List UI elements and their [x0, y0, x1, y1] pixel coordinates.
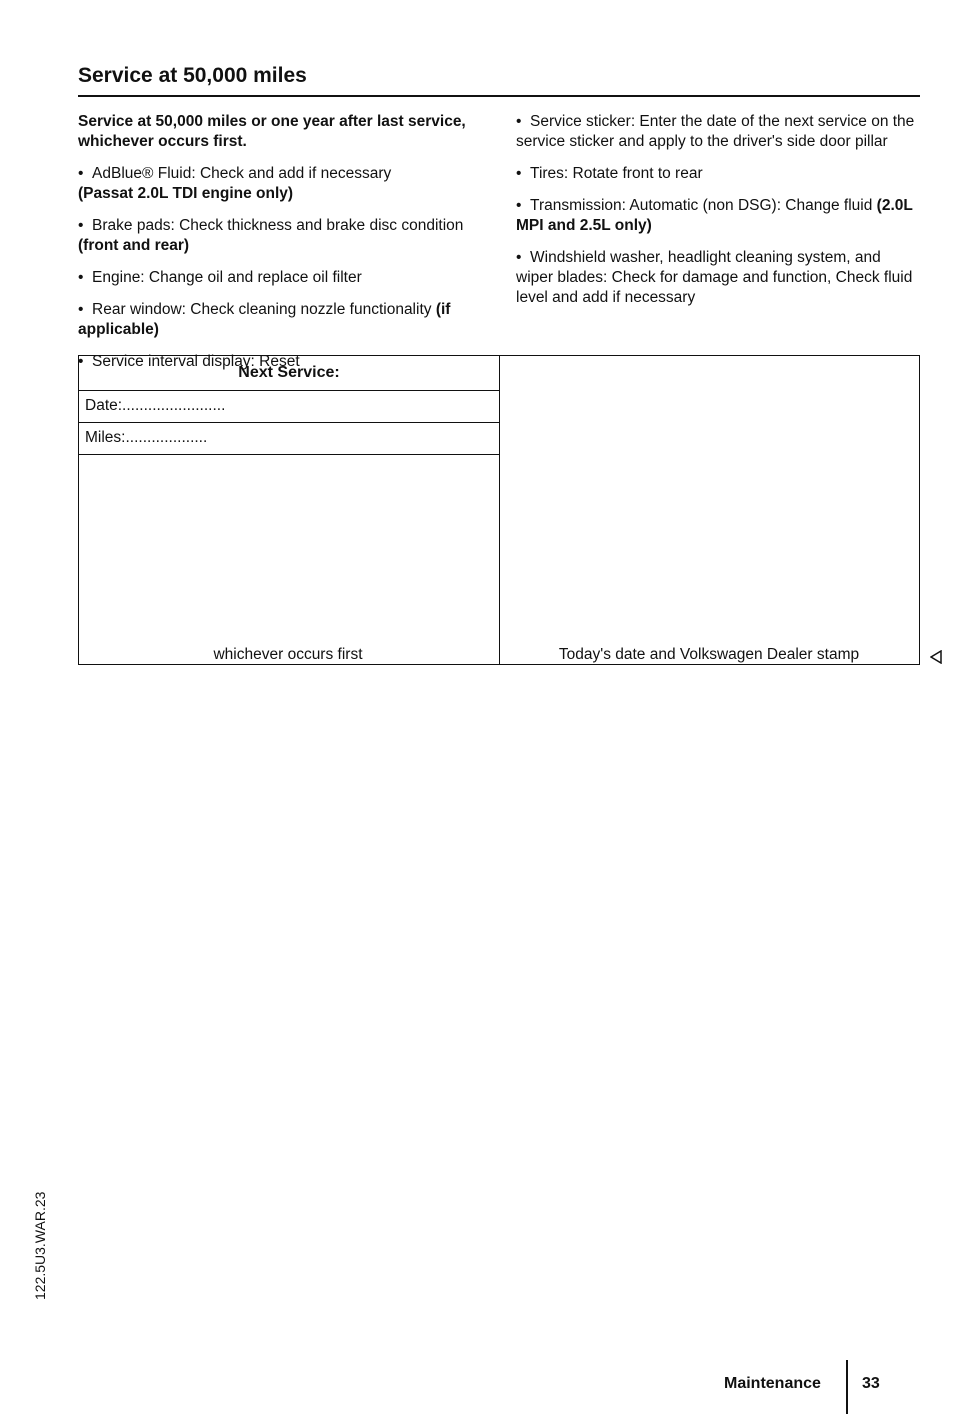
list-item: • Brake pads: Check thickness and brake disc condition (front and rear) — [78, 217, 464, 254]
list-item: • Engine: Change oil and replace oil filter — [78, 269, 362, 286]
next-service-heading: Next Service: — [238, 364, 340, 381]
page-title: Service at 50,000 miles — [78, 64, 307, 87]
box-left-footer: whichever occurs first — [213, 646, 363, 663]
box-row-line — [79, 390, 499, 391]
miles-field[interactable]: Miles:................... — [85, 429, 208, 446]
list-item: • Tires: Rotate front to rear — [516, 165, 703, 182]
date-field[interactable]: Date:........................ — [85, 397, 226, 414]
box-row-line — [79, 422, 499, 423]
page-number: 33 — [862, 1375, 880, 1392]
document-code: 122.5U3.WAR.23 — [32, 1191, 48, 1300]
intro-text: Service at 50,000 miles or one year after last service, whichever occurs first. — [78, 113, 466, 150]
list-item: • Rear window: Check cleaning nozzle functionality (if applicable) — [78, 301, 451, 338]
left-column — [78, 112, 468, 384]
box-right-footer: Today's date and Volkswagen Dealer stamp — [558, 646, 860, 663]
footer-section-label: Maintenance — [724, 1375, 821, 1392]
list-item: • Service interval display: Reset — [78, 353, 300, 370]
list-item: • Windshield washer, headlight cleaning system, and wiper blades: Check for damage and function, Check fluid level and add if necessary — [516, 249, 913, 306]
box-divider — [499, 356, 500, 664]
right-column — [516, 112, 920, 320]
next-service-box — [78, 355, 920, 665]
triangle-left-icon — [930, 650, 942, 664]
title-rule — [78, 95, 920, 97]
list-item: • Service sticker: Enter the date of the next service on the service sticker and apply to the driver's side door pillar — [516, 113, 915, 150]
footer-rule — [846, 1360, 848, 1414]
box-row-line — [79, 454, 499, 455]
list-item: • AdBlue® Fluid: Check and add if necessary (Passat 2.0L TDI engine only) — [78, 165, 392, 202]
list-item: • Transmission: Automatic (non DSG): Change fluid (2.0L MPI and 2.5L only) — [516, 197, 913, 234]
